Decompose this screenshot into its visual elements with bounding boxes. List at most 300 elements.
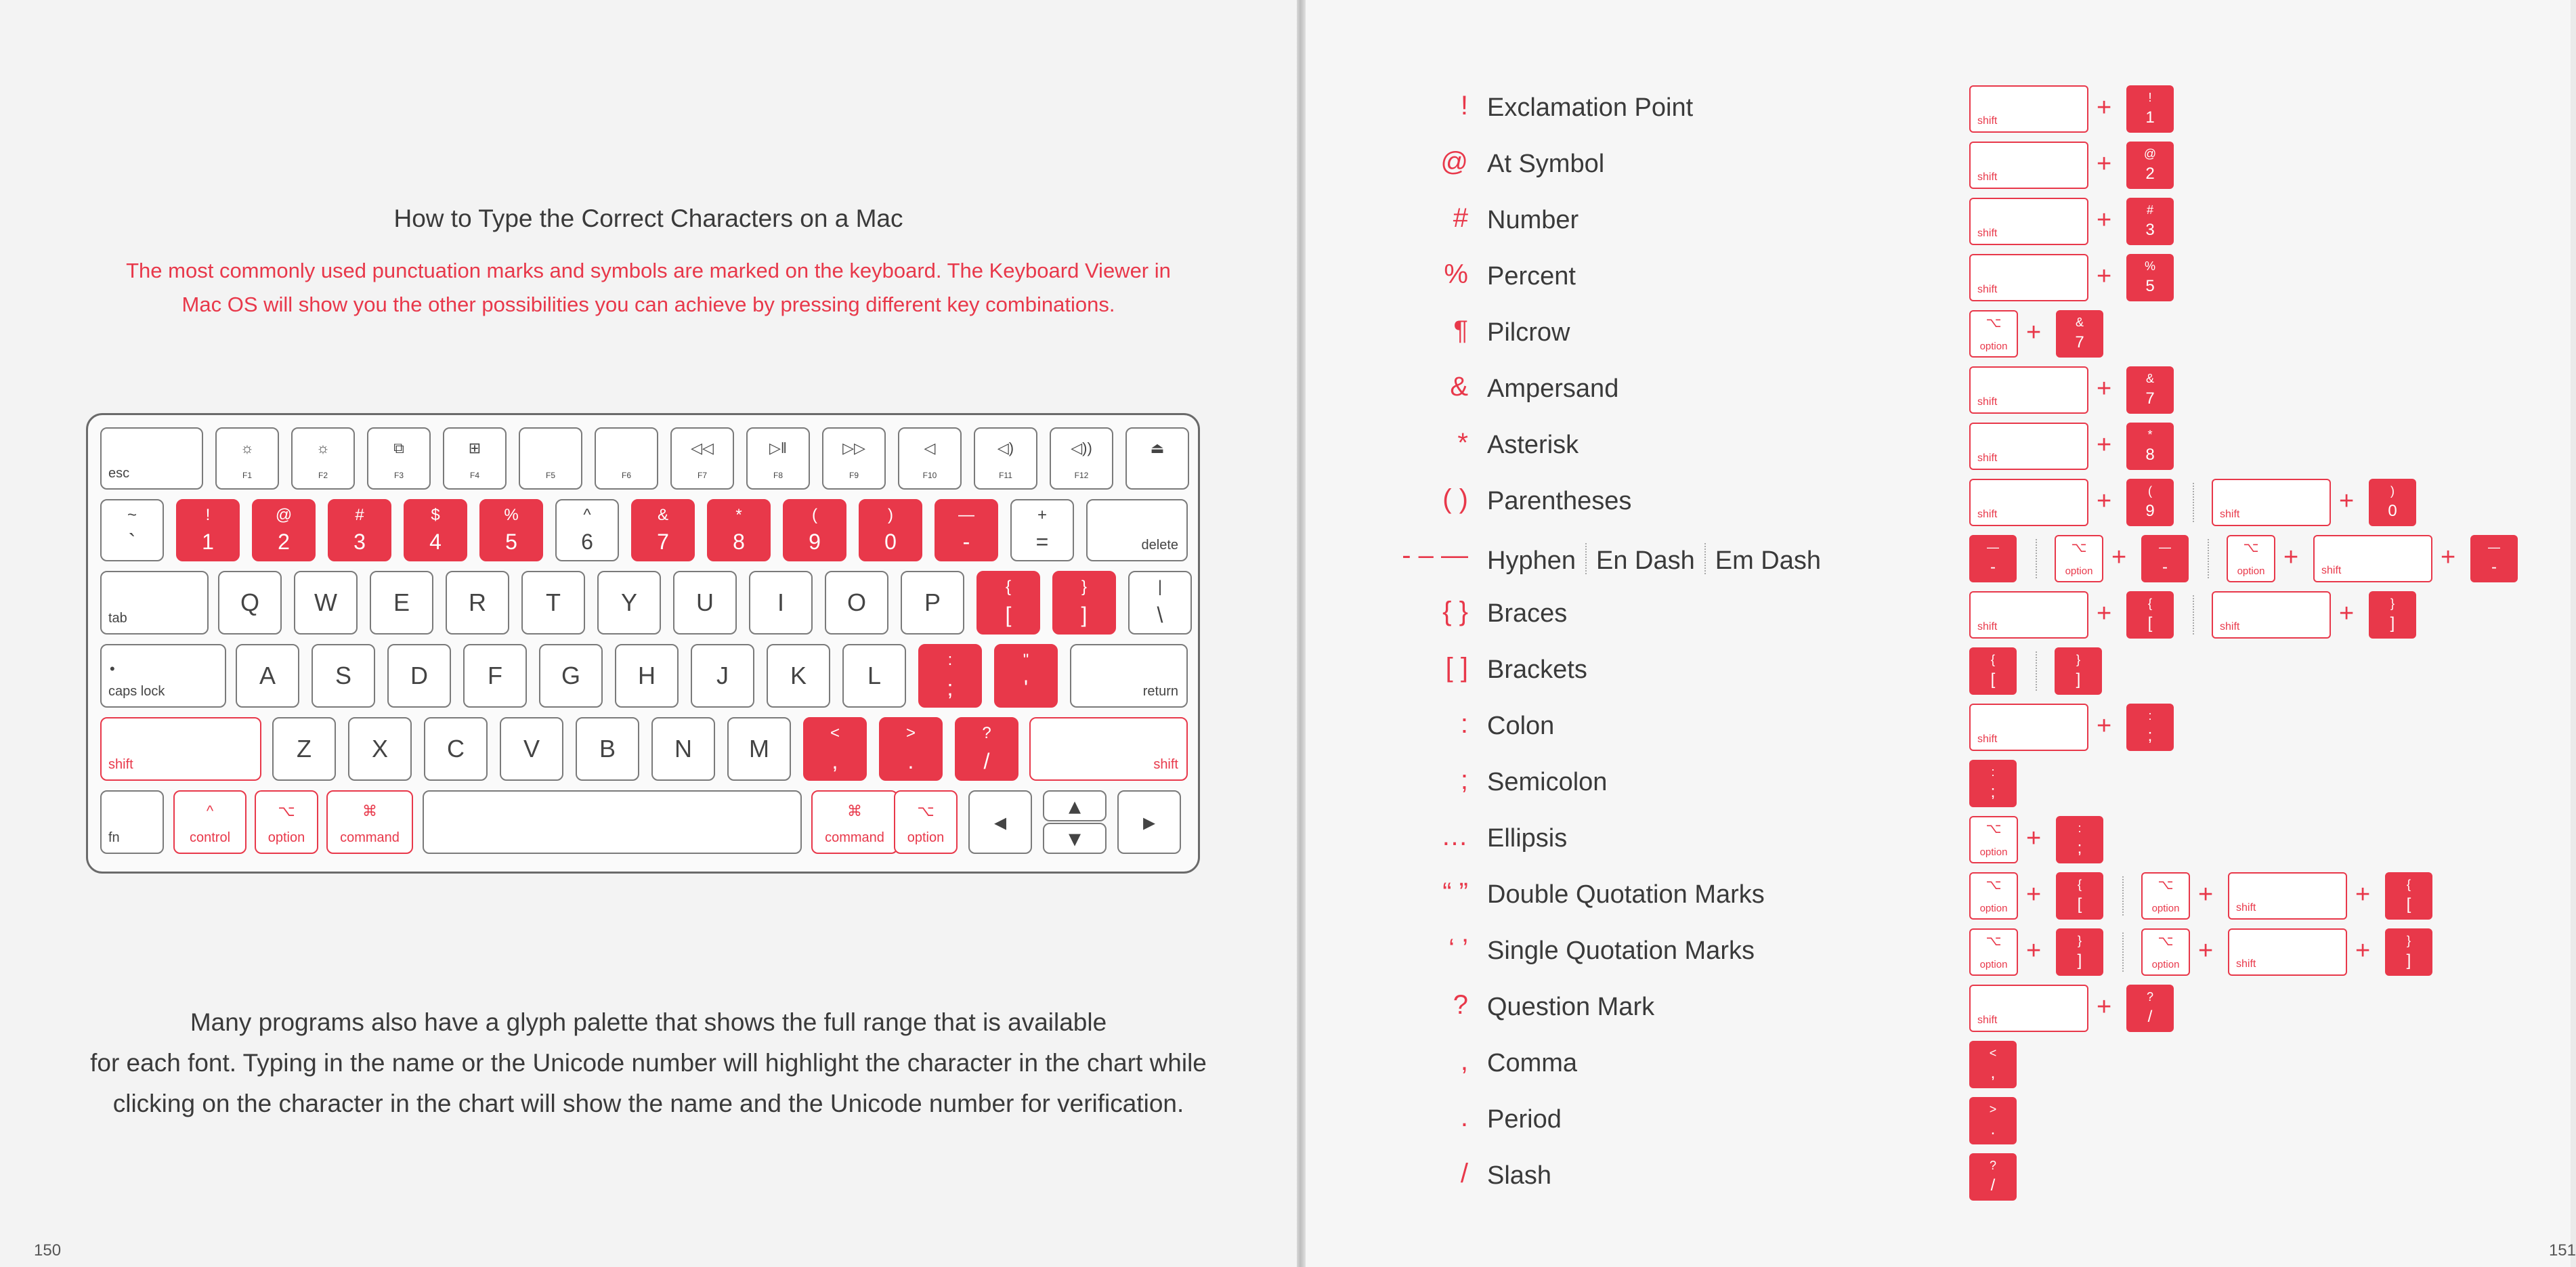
key-shift-char: <: [1989, 1046, 1997, 1060]
key-label: command: [340, 830, 400, 845]
key-arrow-left: [968, 790, 1032, 854]
character-key: [2056, 816, 2103, 863]
key-shift-char: —: [2159, 540, 2171, 554]
plus-sign: +: [2097, 712, 2112, 740]
symbol-name-text: Number: [1487, 206, 1579, 234]
symbol-glyph: …: [1441, 821, 1468, 851]
key-punctuation: [879, 717, 943, 781]
key-char: /: [983, 749, 990, 773]
character-key: [2126, 85, 2174, 133]
key-shift-char: &: [657, 506, 668, 524]
key-number: [252, 499, 316, 561]
key-shift-char: !: [2148, 91, 2152, 104]
key-number: [783, 499, 846, 561]
key-label: shift: [1977, 171, 1998, 183]
plus-sign: +: [2026, 318, 2042, 347]
key-char: Q: [240, 588, 259, 616]
key-letter: [597, 571, 661, 635]
key-label: F10: [922, 471, 937, 480]
key-char: [: [2147, 614, 2153, 632]
key-shift-char: ^: [583, 506, 591, 524]
key-char: -: [2162, 558, 2168, 576]
key-label: option: [2151, 959, 2180, 970]
key-label: shift: [108, 757, 133, 772]
plus-sign: +: [2097, 599, 2112, 628]
key-char: [: [2406, 895, 2411, 914]
key-number: [176, 499, 240, 561]
key-icon: ⌘: [847, 802, 862, 819]
key-shift-char: {: [1990, 653, 1995, 666]
plus-sign: +: [2441, 543, 2456, 572]
shift-key: [1969, 366, 2088, 414]
symbol-row: [1306, 1041, 2571, 1088]
key-char: 9: [809, 530, 821, 554]
symbol-row: [1306, 872, 2571, 920]
key-number: [707, 499, 771, 561]
key-number: [479, 499, 543, 561]
key-return: [1070, 644, 1188, 708]
key-icon: ⊞: [468, 439, 481, 456]
plus-sign: +: [2026, 824, 2042, 853]
character-key: [2385, 928, 2432, 976]
key-letter: [767, 644, 830, 708]
key-char: ]: [1081, 603, 1088, 627]
caps-indicator: •: [110, 660, 115, 677]
symbol-glyph: [ ]: [1445, 653, 1468, 683]
key-char: 4: [429, 530, 442, 554]
symbol-row: [1306, 366, 2571, 414]
key-label: shift: [2220, 621, 2240, 632]
symbol-name-text: At Symbol: [1487, 150, 1605, 178]
key-shift-right: [1029, 717, 1188, 781]
key-shift-char: ~: [127, 506, 137, 524]
key-char: L: [867, 662, 882, 689]
key-label: shift: [2236, 958, 2256, 970]
key-shift-char: —: [2488, 540, 2500, 554]
key-function: [519, 427, 582, 490]
key-char: .: [907, 749, 914, 773]
symbol-name-text: Parentheses: [1487, 487, 1632, 515]
symbol-row: [1306, 985, 2571, 1032]
key-char: M: [749, 735, 769, 763]
key-shift-char: {: [2077, 878, 2082, 891]
key-function: [822, 427, 886, 490]
symbol-name-text: Braces: [1487, 599, 1568, 628]
symbol-name-text: Brackets: [1487, 656, 1587, 684]
symbol-name: [1487, 1161, 1551, 1190]
character-key: [2141, 535, 2189, 582]
symbol-glyph: /: [1460, 1159, 1468, 1188]
shift-key: [2212, 479, 2331, 526]
key-number: [555, 499, 619, 561]
key-icon: ⌘: [362, 802, 377, 819]
arrow-right-icon: ▸: [1142, 808, 1156, 836]
key-letter: [539, 644, 603, 708]
key-char: N: [674, 735, 692, 763]
option-icon: ⌥: [1985, 878, 2002, 893]
key-char: ,: [1990, 1064, 1996, 1082]
key-letter: [749, 571, 813, 635]
paragraph-line: Many programs also have a glyph palette that shows the full range that is available: [190, 1008, 1107, 1036]
option-icon: ⌥: [2071, 540, 2087, 555]
key-letter: [901, 571, 964, 635]
symbol-name: [1487, 262, 1576, 291]
plus-sign: +: [2355, 880, 2371, 909]
key-icon: ☼: [316, 439, 330, 456]
plus-sign: +: [2283, 543, 2299, 572]
key-shift-char: |: [1157, 578, 1163, 596]
key-label: F2: [318, 471, 328, 480]
shift-key: [1969, 85, 2088, 133]
character-key: [2126, 198, 2174, 245]
symbol-name-text: Single Quotation Marks: [1487, 937, 1755, 965]
page-number-left: 150: [34, 1241, 62, 1260]
option-key: [2055, 535, 2103, 582]
symbol-name: [1487, 880, 1765, 909]
key-char: [: [1005, 603, 1012, 627]
key-shift-char: ?: [1989, 1159, 1996, 1172]
key-char: .: [1990, 1120, 1996, 1138]
key-number: [859, 499, 922, 561]
key-char: I: [777, 588, 784, 616]
combo-divider: [2036, 651, 2037, 691]
key-char: X: [371, 735, 388, 763]
key-fn: [100, 790, 164, 854]
shift-key: [1969, 985, 2088, 1032]
key-caps-lock: [100, 644, 226, 708]
key-label: fn: [108, 830, 120, 845]
symbol-glyph: ¶: [1453, 316, 1468, 345]
character-key: [1969, 1041, 2017, 1088]
key-char: B: [599, 735, 616, 763]
symbol-row: [1306, 1097, 2571, 1144]
option-key: [1969, 310, 2018, 358]
key-function: [898, 427, 962, 490]
key-char: F: [488, 662, 502, 689]
key-icon: ⏏: [1150, 439, 1165, 456]
key-char: ;: [947, 676, 953, 700]
subtitle-line: Mac OS will show you the other possibilities you can achieve by pressing different key combinations.: [181, 293, 1115, 316]
name-divider: [1704, 543, 1706, 574]
key-letter: [615, 644, 679, 708]
key-function: [291, 427, 355, 490]
book-gutter: [1297, 0, 1306, 1267]
key-label: F8: [773, 471, 783, 480]
key-bracket: [976, 571, 1040, 635]
symbol-glyph: ?: [1453, 990, 1468, 1020]
key-char: =: [1035, 530, 1049, 554]
symbol-name-text: Percent: [1487, 262, 1576, 291]
key-shift-char: —: [958, 506, 974, 524]
key-label: shift: [1977, 1014, 1998, 1026]
symbol-name: [1487, 487, 1631, 516]
key-char: D: [410, 662, 428, 689]
symbol-row: [1306, 816, 2571, 863]
option-key: [2141, 928, 2190, 976]
key-label: option: [1979, 846, 2008, 858]
symbol-name: [1487, 1105, 1562, 1134]
arrow-left-icon: ◂: [993, 808, 1007, 836]
symbol-row: [1306, 85, 2571, 133]
key-shift-char: }: [1081, 578, 1087, 596]
plus-sign: +: [2097, 206, 2112, 234]
key-shift-char: @: [2143, 147, 2157, 160]
option-icon: ⌥: [1985, 316, 2002, 330]
key-shift-char: —: [1987, 540, 1999, 554]
symbol-glyph: { }: [1442, 597, 1468, 626]
key-letter: [424, 717, 488, 781]
key-char: 5: [505, 530, 517, 554]
key-shift-char: %: [2144, 259, 2155, 273]
symbol-glyph: :: [1460, 709, 1468, 739]
symbol-name: [1487, 656, 1587, 685]
key-char: 1: [202, 530, 214, 554]
option-icon: ⌥: [2243, 540, 2259, 555]
key-char: /: [2147, 1008, 2153, 1026]
plus-sign: +: [2198, 937, 2214, 965]
key-char: \: [1157, 603, 1163, 627]
key-shift-char: ?: [2146, 990, 2153, 1004]
key-char: ]: [2390, 614, 2395, 632]
key-shift-char: $: [431, 506, 440, 524]
plus-sign: +: [2198, 880, 2214, 909]
character-key: [2126, 254, 2174, 301]
plus-sign: +: [2097, 487, 2112, 515]
key-label: F5: [545, 471, 555, 480]
key-command-right: [811, 790, 898, 854]
symbol-row: [1306, 760, 2571, 807]
key-shift-char: %: [504, 506, 519, 524]
symbol-name-text: Asterisk: [1487, 431, 1579, 459]
combo-divider: [2193, 595, 2194, 635]
key-label: option: [1979, 341, 2008, 352]
key-char: ': [1023, 676, 1029, 700]
key-shift-char: >: [1989, 1102, 1997, 1116]
shift-key: [1969, 423, 2088, 470]
combo-divider: [2036, 539, 2037, 578]
page-title: How to Type the Correct Characters on a Mac: [393, 205, 903, 232]
key-number: [935, 499, 998, 561]
key-function: [974, 427, 1037, 490]
option-icon: ⌥: [1985, 821, 2002, 836]
symbol-name: [1487, 150, 1604, 179]
key-shift-char: }: [2077, 934, 2082, 947]
name-divider: [1585, 543, 1587, 574]
arrow-down-icon: ▾: [1068, 824, 1081, 852]
symbol-glyph: &: [1450, 372, 1468, 402]
option-key: [2227, 535, 2275, 582]
key-shift-char: {: [2147, 597, 2152, 610]
key-label: delete: [1141, 538, 1178, 553]
key-char: -: [962, 530, 970, 554]
key-char: ;: [2077, 839, 2082, 857]
key-label: F6: [621, 471, 631, 480]
key-char: 0: [2388, 502, 2397, 520]
symbol-name-text: En Dash: [1595, 546, 1695, 575]
key-punctuation: [803, 717, 867, 781]
key-char: 9: [2145, 502, 2155, 520]
symbol-name: [1487, 824, 1567, 853]
combo-divider: [2122, 932, 2124, 972]
character-key: [2126, 423, 2174, 470]
plus-sign: +: [2355, 937, 2371, 965]
key-char: Y: [620, 588, 637, 616]
character-key: [2126, 591, 2174, 639]
symbol-glyph: @: [1440, 147, 1468, 177]
key-label: tab: [108, 611, 127, 626]
key-char: 3: [2145, 221, 2155, 239]
key-letter: [387, 644, 451, 708]
plus-sign: +: [2026, 880, 2042, 909]
key-char: V: [523, 735, 540, 763]
key-letter: [651, 717, 715, 781]
key-label: F7: [697, 471, 707, 480]
key-char: 7: [2075, 333, 2084, 351]
option-icon: ⌥: [2158, 934, 2174, 949]
key-letter: [727, 717, 791, 781]
symbol-row: [1306, 591, 2571, 639]
symbol-name: [1487, 543, 1821, 576]
shift-key: [1969, 254, 2088, 301]
key-icon: ▷‖: [769, 439, 787, 456]
key-char: A: [259, 662, 276, 689]
key-shift-char: ": [1023, 651, 1029, 669]
key-char: 8: [733, 530, 745, 554]
key-number: [328, 499, 391, 561]
key-char: 8: [2145, 446, 2155, 464]
key-label: shift: [1977, 621, 1998, 632]
key-shift-char: >: [905, 724, 916, 742]
key-arrow-up: [1043, 790, 1107, 821]
symbol-row: [1306, 479, 2571, 526]
key-label: shift: [1977, 452, 1998, 464]
key-char: 0: [884, 530, 897, 554]
key-shift-char: #: [2146, 203, 2153, 217]
symbol-row: [1306, 704, 2571, 751]
key-char: ]: [2076, 670, 2081, 689]
symbol-row: [1306, 1153, 2571, 1201]
key-label: shift: [1977, 284, 1998, 295]
key-shift-char: &: [2075, 316, 2084, 329]
plus-sign: +: [2026, 937, 2042, 965]
character-key: [1969, 647, 2017, 695]
key-shift-char: *: [735, 506, 742, 524]
shift-key: [2228, 928, 2347, 976]
option-key: [1969, 872, 2018, 920]
plus-sign: +: [2339, 487, 2355, 515]
key-char: `: [128, 530, 136, 554]
body-paragraph: [41, 1002, 1256, 1124]
key-shift-char: :: [947, 651, 953, 669]
symbol-glyph: ( ): [1442, 484, 1468, 514]
key-shift-char: }: [2076, 653, 2080, 666]
symbol-name-text: Ampersand: [1487, 374, 1619, 403]
key-number: [404, 499, 467, 561]
symbol-name: [1487, 712, 1554, 741]
key-shift-char: ): [888, 506, 893, 524]
combo-divider: [2208, 539, 2209, 578]
subtitle-line: The most commonly used punctuation marks and symbols are marked on the keyboard. The Keyboard Viewer in: [126, 259, 1171, 282]
symbol-name-text: Em Dash: [1715, 546, 1822, 575]
symbol-name-text: Semicolon: [1487, 768, 1608, 796]
shift-key: [2313, 535, 2432, 582]
key-shift-char: ?: [982, 724, 991, 742]
key-label: option: [267, 830, 305, 845]
key-char: S: [335, 662, 351, 689]
key-letter: [825, 571, 888, 635]
key-bracket: [1052, 571, 1116, 635]
key-control: [173, 790, 246, 854]
key-icon: ◁◁: [691, 439, 714, 456]
arrow-up-icon: ▴: [1068, 792, 1081, 819]
symbol-glyph: !: [1460, 91, 1468, 121]
key-function: [1125, 427, 1189, 490]
symbol-glyph: *: [1457, 428, 1468, 458]
character-key: [2369, 591, 2416, 639]
character-key: [2056, 310, 2103, 358]
key-char: O: [846, 588, 866, 616]
symbol-name: [1487, 431, 1579, 460]
key-shift-char: }: [2390, 597, 2395, 610]
key-punctuation: [918, 644, 982, 708]
key-icon: ◁: [924, 439, 936, 456]
key-label: shift: [2236, 902, 2256, 914]
key-arrow-down: [1043, 823, 1107, 854]
character-key: [2055, 647, 2102, 695]
key-char: 3: [353, 530, 366, 554]
key-shift-char: :: [2078, 821, 2082, 835]
key-char: -: [1990, 558, 1996, 576]
key-shift-char: ): [2390, 484, 2395, 498]
symbol-glyph: %: [1444, 259, 1468, 289]
key-icon: ◁): [997, 439, 1014, 456]
key-letter: [218, 571, 282, 635]
key-shift-char: *: [2147, 428, 2153, 442]
character-key: [2126, 479, 2174, 526]
plus-sign: +: [2097, 150, 2112, 178]
symbol-row: [1306, 254, 2571, 301]
shift-key: [1969, 142, 2088, 189]
key-letter: [521, 571, 585, 635]
key-letter: [294, 571, 358, 635]
key-letter: [842, 644, 906, 708]
key-punctuation: [955, 717, 1018, 781]
key-icon: ⌥: [917, 802, 935, 819]
character-key: [2056, 872, 2103, 920]
symbol-row: [1306, 142, 2571, 189]
paragraph-line: clicking on the character in the chart will show the name and the Unicode number for verification.: [112, 1090, 1184, 1117]
key-icon: ⧉: [393, 439, 404, 456]
symbol-glyph: #: [1453, 203, 1468, 233]
key-char: H: [638, 662, 656, 689]
symbol-name: [1487, 93, 1693, 123]
key-label: option: [2065, 565, 2093, 577]
key-function: [595, 427, 658, 490]
symbol-row: [1306, 928, 2571, 976]
key-function: [367, 427, 431, 490]
symbol-name-text: Double Quotation Marks: [1487, 880, 1765, 909]
key-number: [100, 499, 164, 561]
symbol-glyph: ,: [1460, 1046, 1468, 1076]
key-letter: [500, 717, 563, 781]
key-char: [: [1990, 670, 1996, 689]
key-command-left: [326, 790, 413, 854]
key-letter: [370, 571, 433, 635]
key-option-right: [894, 790, 958, 854]
key-shift-char: {: [1005, 578, 1011, 596]
plus-sign: +: [2097, 93, 2112, 122]
symbol-row: [1306, 310, 2571, 358]
